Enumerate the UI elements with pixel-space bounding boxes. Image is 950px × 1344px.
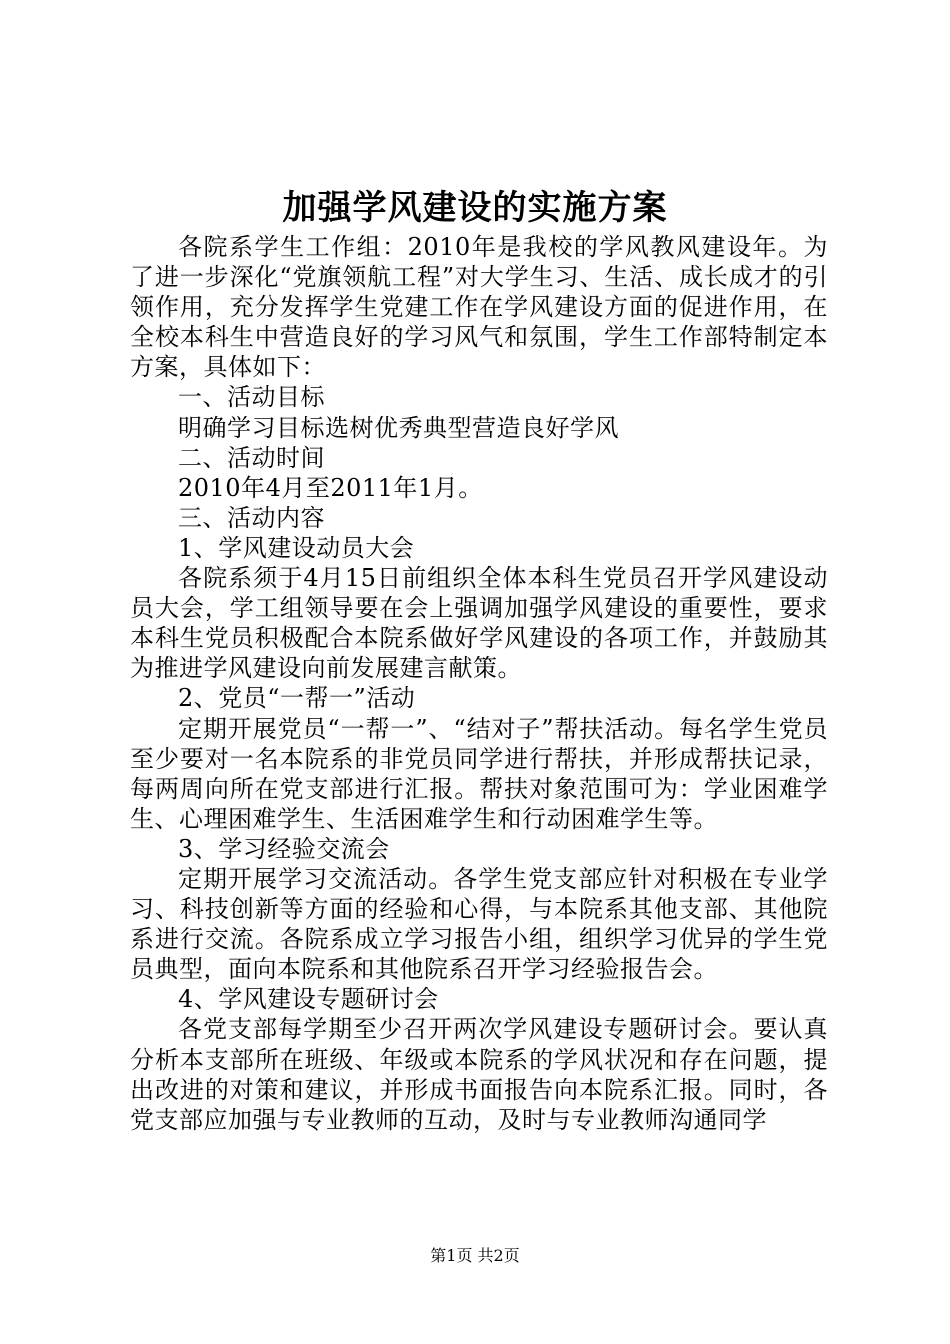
paragraph-mobilization-meeting: 各院系须于4月15日前组织全体本科生党员召开学风建设动员大会，学工组领导要在会上强调加强学风建设的重要性，要求本科生党员积极配合本院系做好学风建设的各项工作，并鼓励其为推进学风建设向前发展建言献策。 [130, 564, 828, 683]
paragraph-activity-time: 2010年4月至2011年1月。 [178, 473, 483, 502]
subheading-mobilization-meeting: 1、学风建设动员大会 [178, 533, 415, 562]
heading-activity-time: 二、活动时间 [178, 443, 325, 472]
page-footer: 第1页 共2页 [430, 1246, 520, 1265]
paragraph-seminar: 各党支部每学期至少召开两次学风建设专题研讨会。要认真分析本支部所在班级、年级或本院系的学风状况和存在问题，提出改进的对策和建议，并形成书面报告向本院系汇报。同时，各党支部应加强与专业教师的互动，及时与专业教师沟通同学 [130, 1015, 828, 1134]
paragraph-one-help-one: 定期开展党员“一帮一”、“结对子”帮扶活动。每名学生党员至少要对一名本院系的非党员同学进行帮扶，并形成帮扶记录，每两周向所在党支部进行汇报。帮扶对象范围可为：学业困难学生、心理困难学生、生活困难学生和行动困难学生等。 [130, 714, 828, 833]
heading-activity-goal: 一、活动目标 [178, 383, 325, 412]
paragraph-intro: 各院系学生工作组：2010年是我校的学风教风建设年。为了进一步深化“党旗领航工程”对大学生习、生活、成长成才的引领作用，充分发挥学生党建工作在学风建设方面的促进作用，在全校本科生中营造良好的学习风气和氛围，学生工作部特制定本方案，具体如下： [130, 233, 828, 382]
subheading-experience-exchange: 3、学习经验交流会 [178, 834, 390, 863]
paragraph-experience-exchange: 定期开展学习交流活动。各学生党支部应针对积极在专业学习、科技创新等方面的经验和心得，与本院系其他支部、其他院系进行交流。各院系成立学习报告小组，组织学习优异的学生党员典型，面向本院系和其他院系召开学习经验报告会。 [130, 864, 828, 984]
subheading-one-help-one: 2、党员“一帮一”活动 [178, 684, 416, 713]
heading-activity-content: 三、活动内容 [178, 503, 325, 532]
document-body [130, 232, 828, 1135]
subheading-seminar: 4、学风建设专题研讨会 [178, 985, 439, 1014]
document-title: 加强学风建设的实施方案 [282, 188, 668, 228]
paragraph-activity-goal: 明确学习目标选树优秀典型营造良好学风 [178, 413, 619, 442]
